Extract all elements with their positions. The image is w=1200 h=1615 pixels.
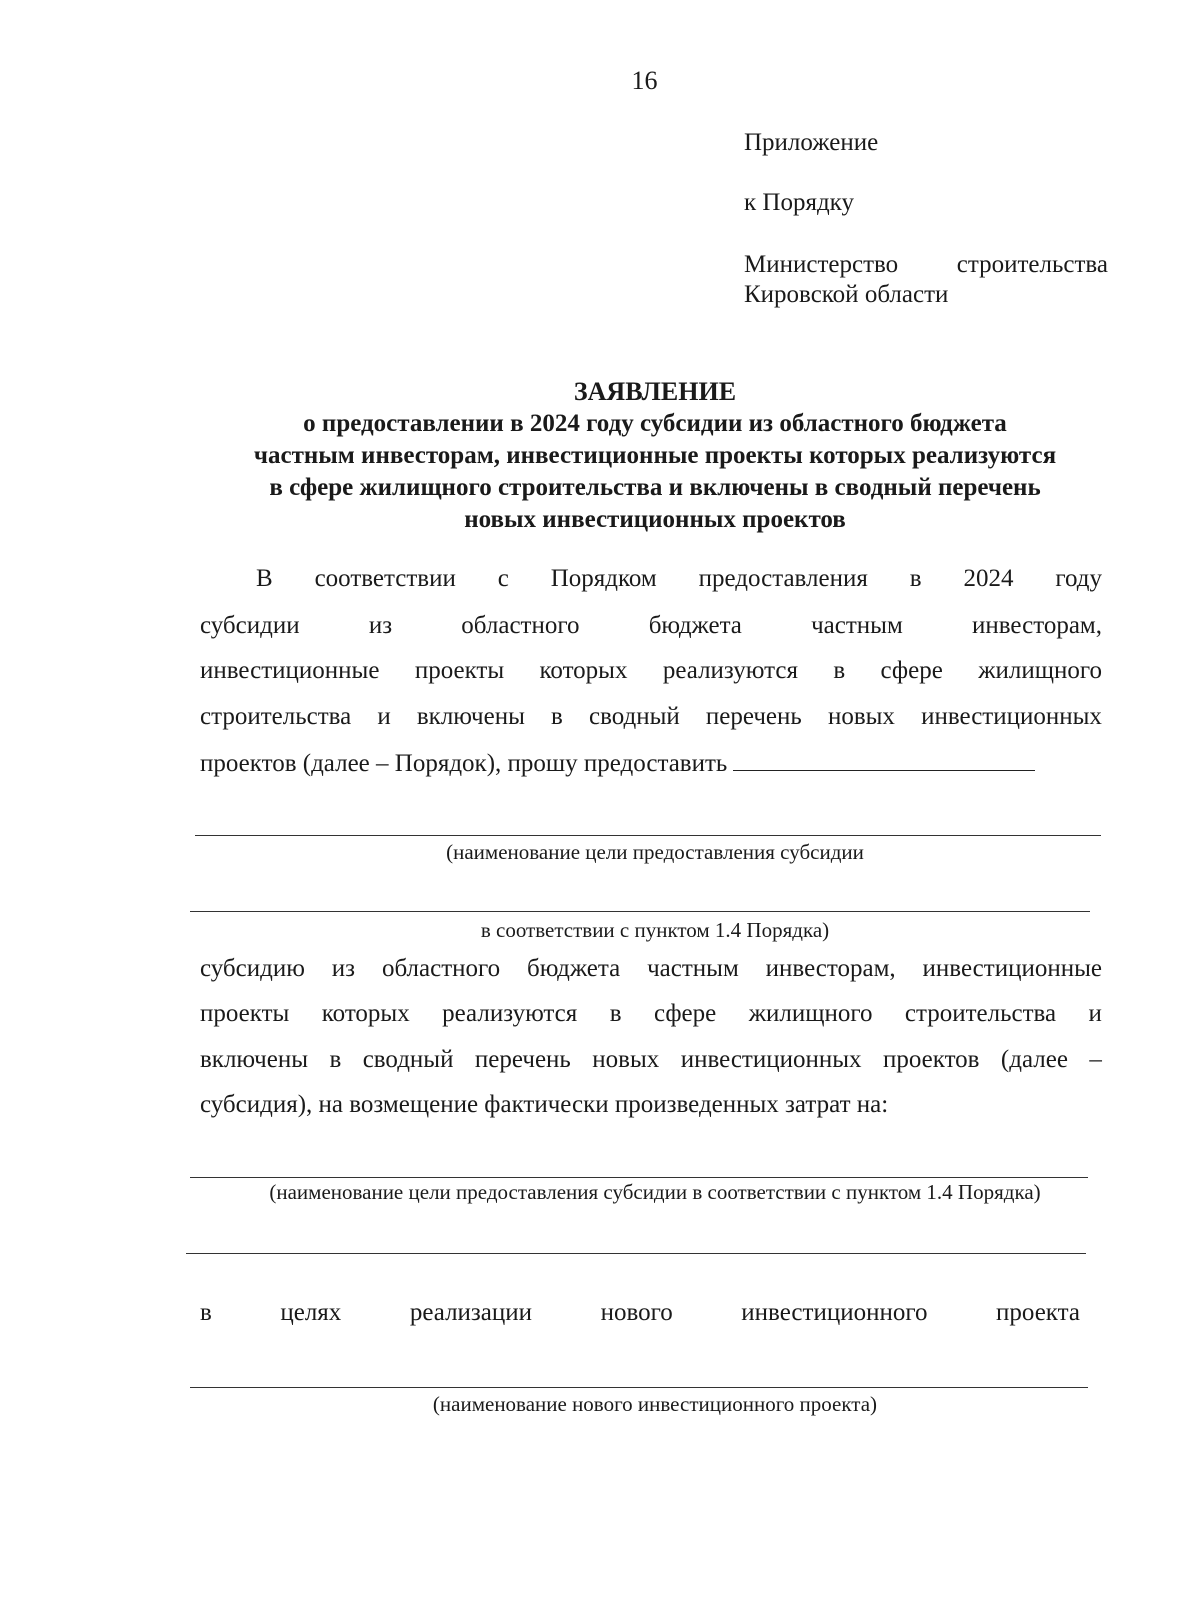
paragraph-line: [256, 565, 1102, 593]
paragraph-word: жилищного: [748, 1000, 873, 1027]
paragraph-word: предоставления: [698, 565, 868, 592]
paragraph-word: инвестиционные: [922, 955, 1102, 982]
paragraph-word: которых: [321, 1000, 410, 1027]
paragraph-word: перечень: [474, 1046, 571, 1073]
addressee-block: [744, 250, 1108, 310]
title-heading: ЗАЯВЛЕНИЕ: [573, 377, 737, 406]
paragraph-word: реализуются: [442, 1000, 578, 1027]
paragraph-word: сфере: [880, 657, 943, 684]
paragraph-word: нового: [600, 1299, 673, 1326]
paragraph-word: сводный: [588, 703, 680, 730]
paragraph-word: инвестиционных: [921, 703, 1102, 730]
fill-in-blank[interactable]: [733, 748, 1035, 771]
paragraph-word: целях: [280, 1299, 342, 1326]
paragraph-word: в: [833, 657, 846, 684]
paragraph-line-last: субсидия), на возмещение фактически произведенных затрат на:: [200, 1091, 889, 1118]
paragraph-word: бюджета: [648, 612, 742, 639]
paragraph-line: [200, 703, 1102, 731]
paragraph-word: включены: [200, 1046, 308, 1073]
paragraph-word: проекты: [414, 657, 505, 684]
paragraph-word: (далее: [1000, 1046, 1068, 1073]
paragraph-word: проекта: [996, 1299, 1080, 1326]
paragraph-word: субсидию: [200, 955, 305, 982]
paragraph-word: В: [256, 565, 273, 592]
fill-in-line[interactable]: [190, 911, 1090, 912]
paragraph-word: новых: [827, 703, 895, 730]
paragraph-word: проектов: [882, 1046, 980, 1073]
paragraph-word: частным: [647, 955, 739, 982]
paragraph-word: инвесторам,: [765, 955, 896, 982]
title-line: частным инвесторам, инвестиционные проекты которых реализуются: [253, 442, 1057, 469]
field-caption: (наименование цели предоставления субсидии: [446, 840, 864, 864]
title-line: в сфере жилищного строительства и включены в сводный перечень: [269, 474, 1041, 501]
paragraph-word: сводный: [362, 1046, 454, 1073]
paragraph-word: инвестиционные: [200, 657, 380, 684]
paragraph-word: включены: [416, 703, 525, 730]
paragraph-word: инвестиционных: [680, 1046, 862, 1073]
paragraph-word: году: [1055, 565, 1102, 592]
paragraph-line: [200, 1299, 1080, 1327]
paragraph-word: инвестиционного: [741, 1299, 928, 1326]
paragraph-word: областного: [461, 612, 580, 639]
paragraph-word: субсидии: [200, 612, 300, 639]
paragraph-word: инвесторам,: [972, 612, 1102, 639]
paragraph-word: новых: [592, 1046, 660, 1073]
paragraph-word: строительства: [200, 703, 352, 730]
paragraph-word: Порядком: [550, 565, 657, 592]
fill-in-line[interactable]: [195, 835, 1101, 836]
paragraph-word: в: [329, 1046, 342, 1073]
paragraph-word: –: [1089, 1046, 1102, 1073]
paragraph-word: областного: [381, 955, 501, 982]
appendix-label: Приложение: [744, 129, 879, 156]
paragraph-line: [200, 1000, 1102, 1028]
paragraph-line: [200, 657, 1102, 685]
addressee-word: строительства: [956, 251, 1108, 278]
fill-in-line[interactable]: [190, 1177, 1088, 1178]
paragraph-line-last: [200, 748, 1035, 778]
fill-in-line[interactable]: [186, 1253, 1086, 1254]
title-line: о предоставлении в 2024 году субсидии из областного бюджета: [303, 410, 1007, 437]
paragraph-word: реализуются: [662, 657, 798, 684]
addressee-word: Министерство: [744, 251, 899, 278]
paragraph-word: из: [368, 612, 393, 639]
paragraph-word: которых: [539, 657, 628, 684]
paragraph-word: в: [909, 565, 922, 592]
paragraph-word: сфере: [653, 1000, 717, 1027]
paragraph-line: [200, 612, 1102, 640]
paragraph-word: в: [551, 703, 563, 730]
paragraph-word: частным: [811, 612, 903, 639]
paragraph-word: перечень: [705, 703, 802, 730]
paragraph-word: и: [377, 703, 391, 730]
field-caption: (наименование цели предоставления субсидии в соответствии с пунктом 1.4 Порядка): [269, 1180, 1041, 1204]
document-title: [190, 376, 1120, 536]
title-line: новых инвестиционных проектов: [464, 506, 846, 533]
paragraph-line: [200, 1046, 1102, 1074]
paragraph-word: реализации: [409, 1299, 533, 1326]
paragraph-word: жилищного: [978, 657, 1102, 684]
addressee-line: Кировской области: [744, 281, 949, 308]
appendix-reference: к Порядку: [744, 189, 854, 216]
paragraph-word: с: [497, 565, 509, 592]
paragraph-word: в: [200, 1299, 212, 1326]
paragraph-word: и: [1088, 1000, 1102, 1027]
field-caption: (наименование нового инвестиционного проекта): [432, 1392, 878, 1416]
paragraph-line: [200, 955, 1102, 983]
paragraph-word: бюджета: [527, 955, 621, 982]
paragraph-word: 2024: [963, 565, 1014, 592]
page-number: 16: [631, 66, 658, 95]
field-caption: в соответствии с пунктом 1.4 Порядка): [480, 918, 830, 942]
paragraph-word: проекты: [200, 1000, 290, 1027]
paragraph-word: соответствии: [314, 565, 456, 592]
paragraph-word: строительства: [904, 1000, 1057, 1027]
paragraph-text: проектов (далее – Порядок), прошу предоставить: [200, 750, 728, 777]
paragraph-word: в: [609, 1000, 622, 1027]
paragraph-word: из: [331, 955, 356, 982]
fill-in-line[interactable]: [190, 1387, 1088, 1388]
